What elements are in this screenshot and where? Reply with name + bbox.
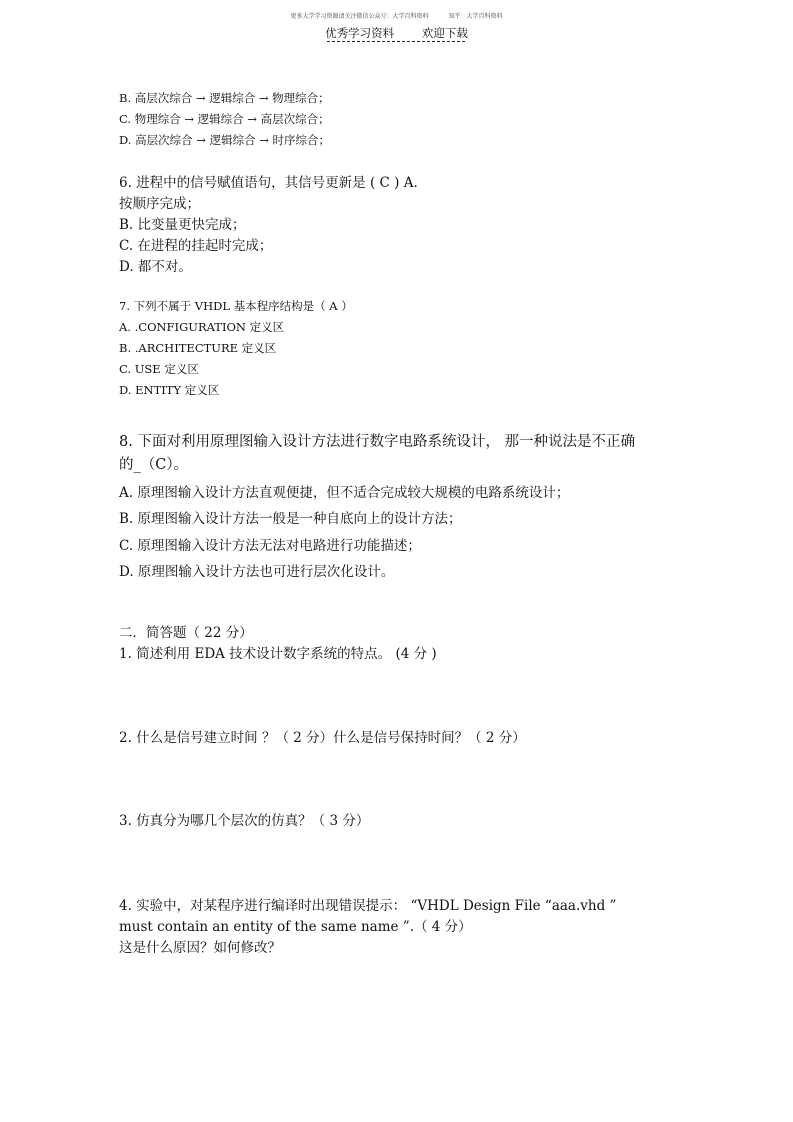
q7-option-a: A. .CONFIGURATION 定义区 [119, 320, 285, 334]
q5-option-b: B. 高层次综合 → 逻辑综合 → 物理综合； [119, 91, 330, 105]
q6-stem: 6. 进程中的信号赋值语句，其信号更新是 ( C ) A. [119, 175, 418, 191]
q8-option-c: C. 原理图输入设计方法无法对电路进行功能描述； [119, 538, 421, 554]
q6-option-c: C. 在进程的挂起时完成； [119, 238, 273, 254]
q6-option-d: D. 都不对。 [119, 259, 192, 275]
q6-stem-cont: 按顺序完成； [119, 196, 200, 212]
q8-stem-line2: 的_（C）。 [119, 457, 189, 473]
section2-q1: 1. 简述利用 EDA 技术设计数字系统的特点。 (4 分 ) [119, 646, 437, 662]
header-left: 优秀学习资料 [325, 26, 395, 40]
q8-option-b: B. 原理图输入设计方法一般是一种自底向上的设计方法； [119, 511, 462, 527]
q8-option-d: D. 原理图输入设计方法也可进行层次化设计。 [119, 564, 395, 580]
q8-option-a: A. 原理图输入设计方法直观便捷，但不适合完成较大规模的电路系统设计； [119, 485, 570, 501]
top-note-left: 更多大学学习资源请关注微信公众号：大学百科资料 [290, 13, 429, 20]
top-note-right: 知乎：大学百科资料 [448, 13, 503, 20]
page-header [0, 25, 793, 41]
top-note [0, 11, 793, 20]
header-right: 欢迎下载 [421, 26, 468, 40]
section2-q3: 3. 仿真分为哪几个层次的仿真？（ 3 分） [119, 813, 370, 829]
section2-q4-line2: must contain an entity of the same name ”.（ 4 分） [119, 919, 472, 935]
q7-option-d: D. ENTITY 定义区 [119, 383, 220, 397]
q5-option-c: C. 物理综合 → 逻辑综合 → 高层次综合； [119, 112, 330, 126]
header-rule [327, 41, 465, 42]
q7-stem: 7. 下列不属于 VHDL 基本程序结构是（ A ） [119, 299, 353, 313]
section2-q2: 2. 什么是信号建立时间 ？（ 2 分）什么是信号保持时间？（ 2 分） [119, 730, 526, 746]
q8-stem-line1: 8. 下面对利用原理图输入设计方法进行数字电路系统设计， 那一种说法是不正确 [119, 434, 636, 450]
section2-title: 二．简答题（ 22 分） [119, 625, 253, 641]
q5-option-d: D. 高层次综合 → 逻辑综合 → 时序综合； [119, 133, 331, 147]
q7-option-b: B. .ARCHITECTURE 定义区 [119, 341, 277, 355]
section2-q4-line3: 这是什么原因？如何修改？ [119, 940, 281, 956]
q6-option-b: B. 比变量更快完成； [119, 217, 246, 233]
q7-option-c: C. USE 定义区 [119, 362, 199, 376]
section2-q4-line1: 4. 实验中，对某程序进行编译时出现错误提示： “VHDL Design File “aaa.vhd ” [119, 898, 617, 914]
